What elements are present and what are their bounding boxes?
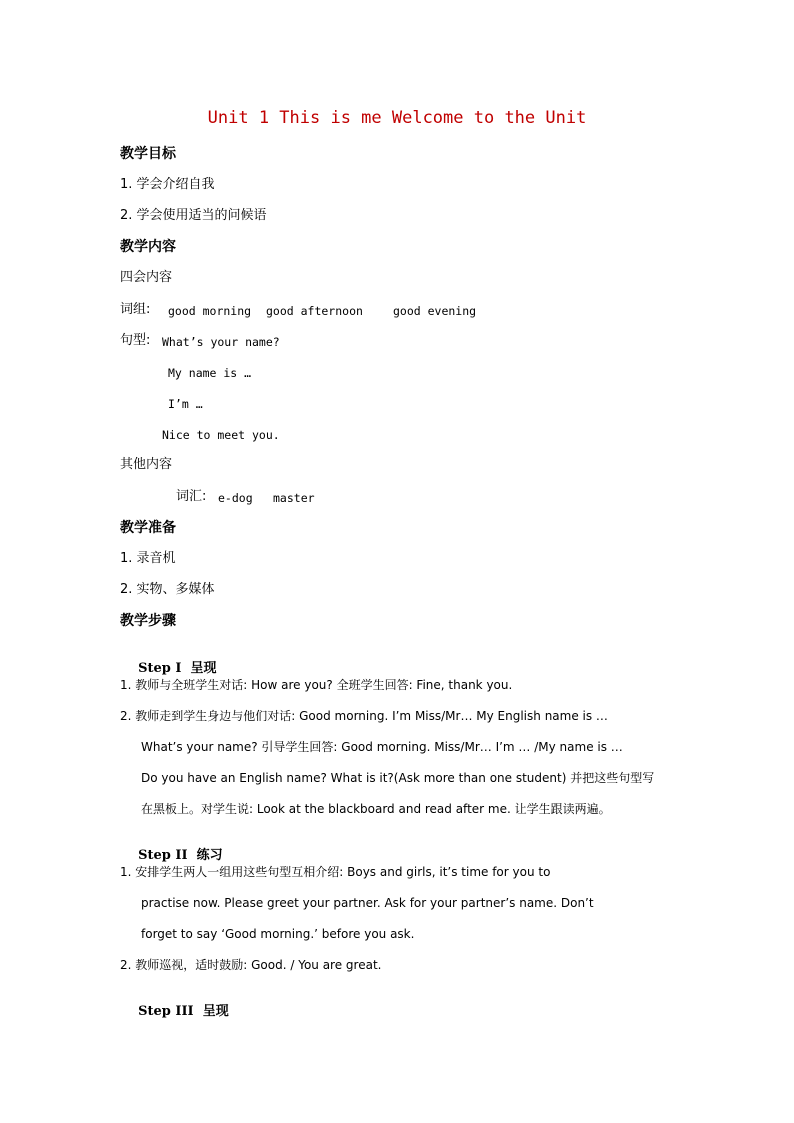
step2-item2: 2. 教师巡视，适时鼓励: Good. / You are great. (120, 958, 382, 972)
content-heading: 教学内容 (120, 239, 176, 255)
prep-item-2: 2. 实物、多媒体 (120, 582, 215, 597)
prep-item-1: 1. 录音机 (120, 551, 176, 566)
vocab-1: e-dog (218, 491, 253, 505)
step3-label: Step III (138, 1004, 194, 1019)
step1-item2-line3: Do you have an English name? What is it?(Ask more than one student) 并把这些句型写 (141, 771, 655, 785)
step3-name: 呈现 (202, 1004, 229, 1019)
vocab-2: master (273, 491, 315, 505)
sentence-3: I’m … (168, 397, 203, 411)
vocab-label: 词汇: (176, 489, 207, 504)
goal-item-1: 1. 学会介绍自我 (120, 177, 215, 192)
sentence-4: Nice to meet you. (162, 428, 280, 442)
phrase-2: good afternoon (266, 304, 363, 318)
step1-item2-line2: What’s your name? 引导学生回答: Good morning. Miss/Mr… I’m … /My name is … (141, 740, 623, 754)
step1-item1: 1. 教师与全班学生对话: How are you? 全班学生回答: Fine, thank you. (120, 678, 513, 692)
sentence-label: 句型: (120, 333, 151, 348)
sentence-1: What’s your name? (162, 335, 280, 349)
step1-item2-line1: 2. 教师走到学生身边与他们对话: Good morning. I’m Miss/Mr… My English name is … (120, 709, 608, 723)
other-content-label: 其他内容 (120, 457, 173, 472)
step2-item1-line2: practise now. Please greet your partner. Ask for your partner’s name. Don’t (141, 896, 594, 910)
steps-heading: 教学步骤 (120, 613, 176, 629)
goals-heading: 教学目标 (120, 146, 176, 162)
phrases-label: 词组: (120, 302, 151, 317)
goal-item-2: 2. 学会使用适当的问候语 (120, 208, 267, 223)
prep-heading: 教学准备 (120, 520, 176, 536)
sentence-2: My name is … (168, 366, 252, 380)
four-skills-label: 四会内容 (120, 270, 173, 285)
step1-item2-line4: 在黑板上。对学生说: Look at the blackboard and read after me. 让学生跟读两遍。 (141, 802, 611, 816)
document-title: Unit 1 This is me Welcome to the Unit (207, 108, 587, 128)
step2-item1-line3: forget to say ‘Good morning.’ before you ask. (141, 927, 415, 941)
phrase-3: good evening (393, 304, 477, 318)
step2-name: 练习 (196, 848, 223, 863)
step3-heading (120, 988, 229, 1036)
step2-label: Step II (138, 848, 188, 863)
step2-item1-line1: 1. 安排学生两人一组用这些句型互相介绍: Boys and girls, it’s time for you to (120, 865, 551, 879)
step1-name: 呈现 (190, 661, 217, 676)
step1-label: Step I (138, 661, 182, 676)
phrase-1: good morning (168, 304, 252, 318)
